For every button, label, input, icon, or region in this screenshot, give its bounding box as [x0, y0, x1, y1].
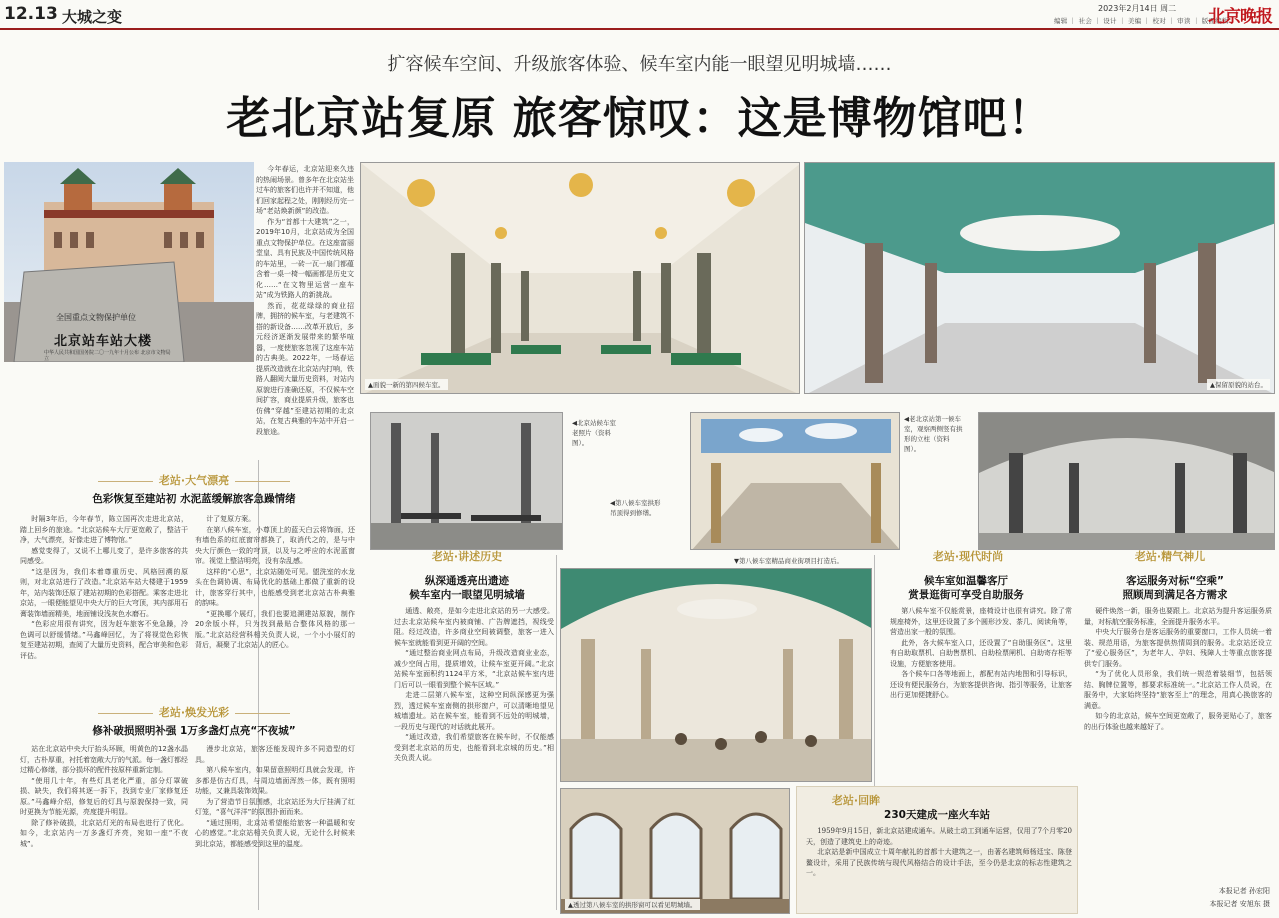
- section-2-col-1: [20, 744, 188, 912]
- section-subhead-3b: 候车室内一眼望见明城墙: [409, 589, 525, 601]
- paragraph: 各个候车口各等地面上，都配有站内地图和引导标识，还设有便民服务台，为旅客提供咨询、指引等服务，让旅客出行更加便捷舒心。: [890, 670, 1072, 699]
- paragraph: “更换哪个展灯，我们也要追溯建站原貌，制作20余版小样，只为找到最贴合整体风格的那一版。”北京站经营科相关负责人说，一个小小展灯的背后，凝聚了北京站人的匠心。: [195, 609, 355, 649]
- sky-ceiling-illustration: [691, 413, 900, 550]
- window-photo: [560, 788, 790, 914]
- caption-hall-new: ▲面貌一新的第四候车室。: [365, 379, 448, 390]
- section-banner-1: [4, 472, 384, 488]
- section-subhead-6: 230天建成一座火车站: [884, 809, 990, 821]
- caption-hall8: ▼第八候车室精品商业街项目打造后。: [734, 557, 843, 565]
- section-subhead-4a: 候车室如温馨客厅: [924, 575, 1008, 587]
- section-5-body: [1084, 606, 1272, 886]
- plaque-subtext: 中华人民共和国国务院二〇一九年十月公布 北京市文物局立: [44, 350, 171, 362]
- section-banner-4-text: 老站·现代时尚: [932, 550, 1004, 563]
- photographer-byline: 本报记者 安旭东 摄: [1209, 900, 1270, 908]
- top-bar: [0, 0, 1279, 30]
- blue-hall-photo: [804, 162, 1275, 394]
- section-2-col-2: [195, 744, 355, 912]
- paragraph: 第八候车室内，如果留意照明灯具就会发现，许多都是仿古灯具，与周边墙面浑然一体，既有照明功能，又兼具装饰效果。: [195, 766, 355, 795]
- caption-ceiling: ◀第八候车室拱形吊顶得到修缮。: [610, 499, 661, 517]
- page-number: 12.13: [4, 4, 58, 24]
- paragraph: 如今的北京站，候车空间更宽敞了，服务更贴心了，旅客的出行体验也越来越好了。: [1084, 712, 1272, 731]
- section-subhead-4b: 赏景逛街可享受自助服务: [908, 589, 1024, 601]
- paragraph: 硬件焕然一新，服务也要跟上。北京站为提升客运服务质量，对标航空服务标准，全面提升服务水平。: [1084, 607, 1272, 626]
- section-banner-5-text: 老站·精气神儿: [1134, 550, 1206, 563]
- section-title: 大城之变: [62, 8, 123, 26]
- section-3-body: [394, 606, 554, 912]
- old-hall-bw-illustration: [371, 413, 563, 550]
- paragraph: “色彩应用很有讲究，因为赶车旅客不免急躁，冷色调可以舒缓情绪。”马鑫峰回忆，为了将视觉色彩恢复至建站初期，查阅了大量历史资料，配合审美和色彩评估。: [20, 620, 188, 660]
- editor-credits: 编辑 ｜ 社会 ｜ 设计 ｜ 美编 ｜ 校对 ｜ 审读 ｜ 版面编辑: [1054, 17, 1229, 25]
- intro-paragraph: 然而，花花绿绿的商业招牌，拥挤的候车室，与老建筑不搭的新设备……改革开放后，多元经济逐渐发展带来的繁华喧嚣，一度使旅客忽视了这座车站的古典美。2022年，一场春运提质改造就在北京站内打响，铁路人翻阅大量历史资料，对站内原貌进行准确还原，不仅候车空间扩容，商业提质升级，旅客也仿佛“穿越”至建站初期的北京站，在复古典雅的车站中开启一段旅途。: [256, 301, 354, 436]
- arched-hall-illustration: [805, 163, 1275, 394]
- newspaper-logo: 北京晚报: [1208, 7, 1272, 27]
- caption-old-photo2: ◀老北京站第一候车室，观察两侧竖有拱形的立柱（资料图）。: [904, 415, 963, 453]
- section-banner-text: 老站·焕发光彩: [158, 706, 230, 719]
- paragraph: 此外，各大候车室入口，还设置了“自助服务区”。这里有自助取票机、自助售票机、自助检票闸机、自助寄存柜等设施，方便旅客使用。: [890, 638, 1072, 668]
- station-plaque-photo: [4, 162, 254, 362]
- issue-date: 2023年2月14日 周二: [1098, 4, 1177, 13]
- section-banner-text: 老站·大气漂亮: [158, 474, 230, 487]
- section-banner-text: 老站·讲述历史: [431, 550, 503, 563]
- section-1-col-2: [195, 514, 355, 700]
- paragraph: 时隔3年后，今年春节，陈立国再次走进北京站，踏上回乡的旅途。“北京站候车大厅更宽敞了，整洁干净，大气漂亮，好像走进了博物馆。”: [20, 515, 188, 544]
- caption-window: ▲透过第八候车室的拱形窗可以看见明城墙。: [565, 899, 700, 910]
- section-subhead-3a: 纵深通透亮出遗迹: [425, 575, 509, 587]
- section-banner-2: [4, 704, 384, 720]
- paragraph: “通过照明，北京站希望能给旅客一种温暖和安心的感觉。”北京站相关负责人说，无论什么时候来到北京站，都能感受到这里的温度。: [195, 818, 355, 848]
- section-4-body: [890, 606, 1072, 784]
- caption-old-photo: ◀北京站候车室老照片（资料图）。: [572, 419, 616, 447]
- intro-text: [256, 164, 354, 454]
- hall-new-photo: [360, 162, 800, 394]
- ceiling-photo: [690, 412, 900, 550]
- paragraph: “这是因为，我们本着尊重历史、风格回溯的原则，对北京站进行了改造。”北京站车站大楼建于1959年，站内装饰还原了建站初期的色彩搭配。乘客走进北京站，一眼便能望见中央大厅的巨大穹顶，其内部用石膏装饰墙面精美，地面铺设浅灰色水磨石。: [20, 567, 188, 618]
- section-banner-3: [378, 548, 556, 564]
- intro-paragraph: 今年春运，北京站迎来久违的热闹场景。曾多年在北京站坐过车的旅客们也许并不知道，他们回家起程之处，刚刚经历完一场“老站焕新颜”的改造。: [256, 165, 354, 215]
- paragraph: 计了复原方案。: [206, 515, 256, 523]
- section-1-col-1: [20, 514, 188, 700]
- section-subhead-2: 修补破损照明补强 1万多盏灯点亮“不夜城”: [92, 725, 296, 737]
- paragraph: 通透、敞亮，是如今走进北京站的另一大感受。过去北京站候车室内被商铺、广告牌遮挡，视线受阻。经过改造，许多商业空间被调整，旅客一进入候车室就能看到更开阔的空间。: [394, 607, 554, 647]
- paragraph: 站在北京站中央大厅抬头环顾，明黄色的12盏水晶灯，古朴厚重，衬托着宽敞大厅的气派。每一盏灯都经过精心修缮，部分损坏的配件按原样重新定制。: [20, 745, 188, 774]
- caption-blue-hall: ▲保留原貌的站台。: [1207, 379, 1270, 390]
- old-photo-right: [978, 412, 1275, 550]
- paragraph: “为了优化人员形象，我们统一规范着装细节，包括领结、胸牌位置等，都要求标准统一。”北京站工作人员说，在服务中，大家始终坚持“旅客至上”的理念，用真心换旅客的满意。: [1084, 670, 1272, 710]
- hall8-photo: [560, 568, 872, 782]
- hall8-illustration: [561, 569, 872, 782]
- paragraph: 为了营造节日氛围感，北京站还为大厅挂满了红灯笼，“喜气洋洋”的氛围扑面而来。: [195, 797, 355, 816]
- paragraph: 1959年9月15日，新北京站建成通车。从破土动工到通车运营，仅用了7个月零20天，创造了建筑史上的奇迹。: [806, 827, 1072, 846]
- paragraph: “通过改造，我们希望旅客在候车时，不仅能感受到老北京站的历史，也能看到北京城的历史。”相关负责人说。: [394, 733, 554, 762]
- arched-window-illustration: [561, 789, 790, 914]
- section-banner-6-text: 老站·回眸: [831, 794, 881, 807]
- paragraph: “通过整治商业网点布局，升级改造商业业态，减少空间占用，提质增效，让候车室更开阔。”北京站候车室面积约1124平方米，“北京站候车室内进门后可以一眼看到整个候车区域。”: [394, 649, 554, 689]
- paragraph: 漫步北京站，旅客还能发现许多不同造型的灯具。: [195, 745, 355, 764]
- sub-headline: 扩容候车空间、升级旅客体验、候车室内能一眼望见明城墙……: [387, 54, 892, 75]
- paragraph: 第八候车室不仅能赏景，座椅设计也很有讲究。除了常规座椅外，这里还设置了多个圆形沙发、茶几、阅读角等，营造出家一般的氛围。: [890, 607, 1072, 636]
- plaque-main-text: 北京站车站大楼: [54, 334, 153, 349]
- paragraph: 在第八候车室，小尊顶上的蓝天白云将饰面，还有墙色系的红底窗帘都换了，取消代之的，是与中央大厅颜色一致的穹顶，以及与之呼应的水泥蓝窗帘。视觉上整洁明亮，没有杂乱感。: [195, 525, 355, 565]
- paragraph: 走进二层第八候车室，这种空间纵深感更为强烈，透过候车室南侧的拱形窗户，可以清晰地望见城墙遗址。站在候车室，能看到不远处的明城墙，一段历史与现代的对话就此展开。: [394, 691, 554, 731]
- section-subhead-5b: 照顾周到满足各方需求: [1122, 589, 1228, 601]
- old-photo-left: [370, 412, 563, 550]
- section-subhead-5a: 客运服务对标“空乘”: [1126, 575, 1224, 587]
- plaque-heading: 全国重点文物保护单位: [56, 313, 136, 322]
- paragraph: 感觉变得了，又说不上哪儿变了，是许多旅客的共同感受。: [20, 546, 188, 565]
- divider: [556, 555, 557, 910]
- section-subhead-1: 色彩恢复至建站初 水泥蓝缓解旅客急躁情绪: [92, 493, 296, 505]
- waiting-hall-illustration: [361, 163, 800, 394]
- old-arched-hall-bw-illustration: [979, 413, 1275, 550]
- paragraph: 除了修补破损，北京站灯光的布局也进行了优化。如今，北京站内一万多盏灯齐亮，宛如一座“不夜城”。: [20, 818, 188, 848]
- paragraph: 北京站是新中国成立十周年献礼的首都十大建筑之一，由著名建筑师杨廷宝、陈登鳌设计，采用了民族传统与现代风格结合的设计手法，至今仍是北京的标志性建筑之一。: [806, 848, 1072, 877]
- reporter-byline: 本报记者 孙宏阳: [1218, 887, 1270, 895]
- paragraph: 这样的“心思”，北京站随处可见。盥洗室的水龙头在色调协调、布局优化的基础上都做了重新的设计，旅客穿行其中，也能感受到老北京站古朴典雅的韵味。: [195, 567, 355, 607]
- intro-paragraph: 作为“首都十大建筑”之一，2019年10月，北京站成为全国重点文物保护单位。在这座富丽堂皇、具有民族及中国传统风格的车站里，一砖一瓦一扇门都蕴含着一桌一椅一幅画都是历史文化……“在文物里运营一座车站”成为铁路人的新挑战。: [256, 217, 354, 299]
- paragraph: “使用几十年，有些灯具老化严重，部分灯罩破损、缺失，我们将其逐一拆下，找到专业厂家修复还原。”马鑫峰介绍，修复后的灯具与原貌保持一致，同时更换为节能光源，亮度提升明显。: [20, 776, 188, 816]
- main-headline: 老北京站复原 旅客惊叹：这是博物馆吧！: [226, 93, 1053, 144]
- paragraph: 中央大厅服务台是客运服务的重要窗口，工作人员统一着装、规范用语，为旅客提供热情周到的服务。北京站还设立了“爱心服务区”，为老年人、孕妇、残障人士等重点旅客提供专门服务。: [1084, 628, 1272, 668]
- section-6-body: [806, 826, 1072, 912]
